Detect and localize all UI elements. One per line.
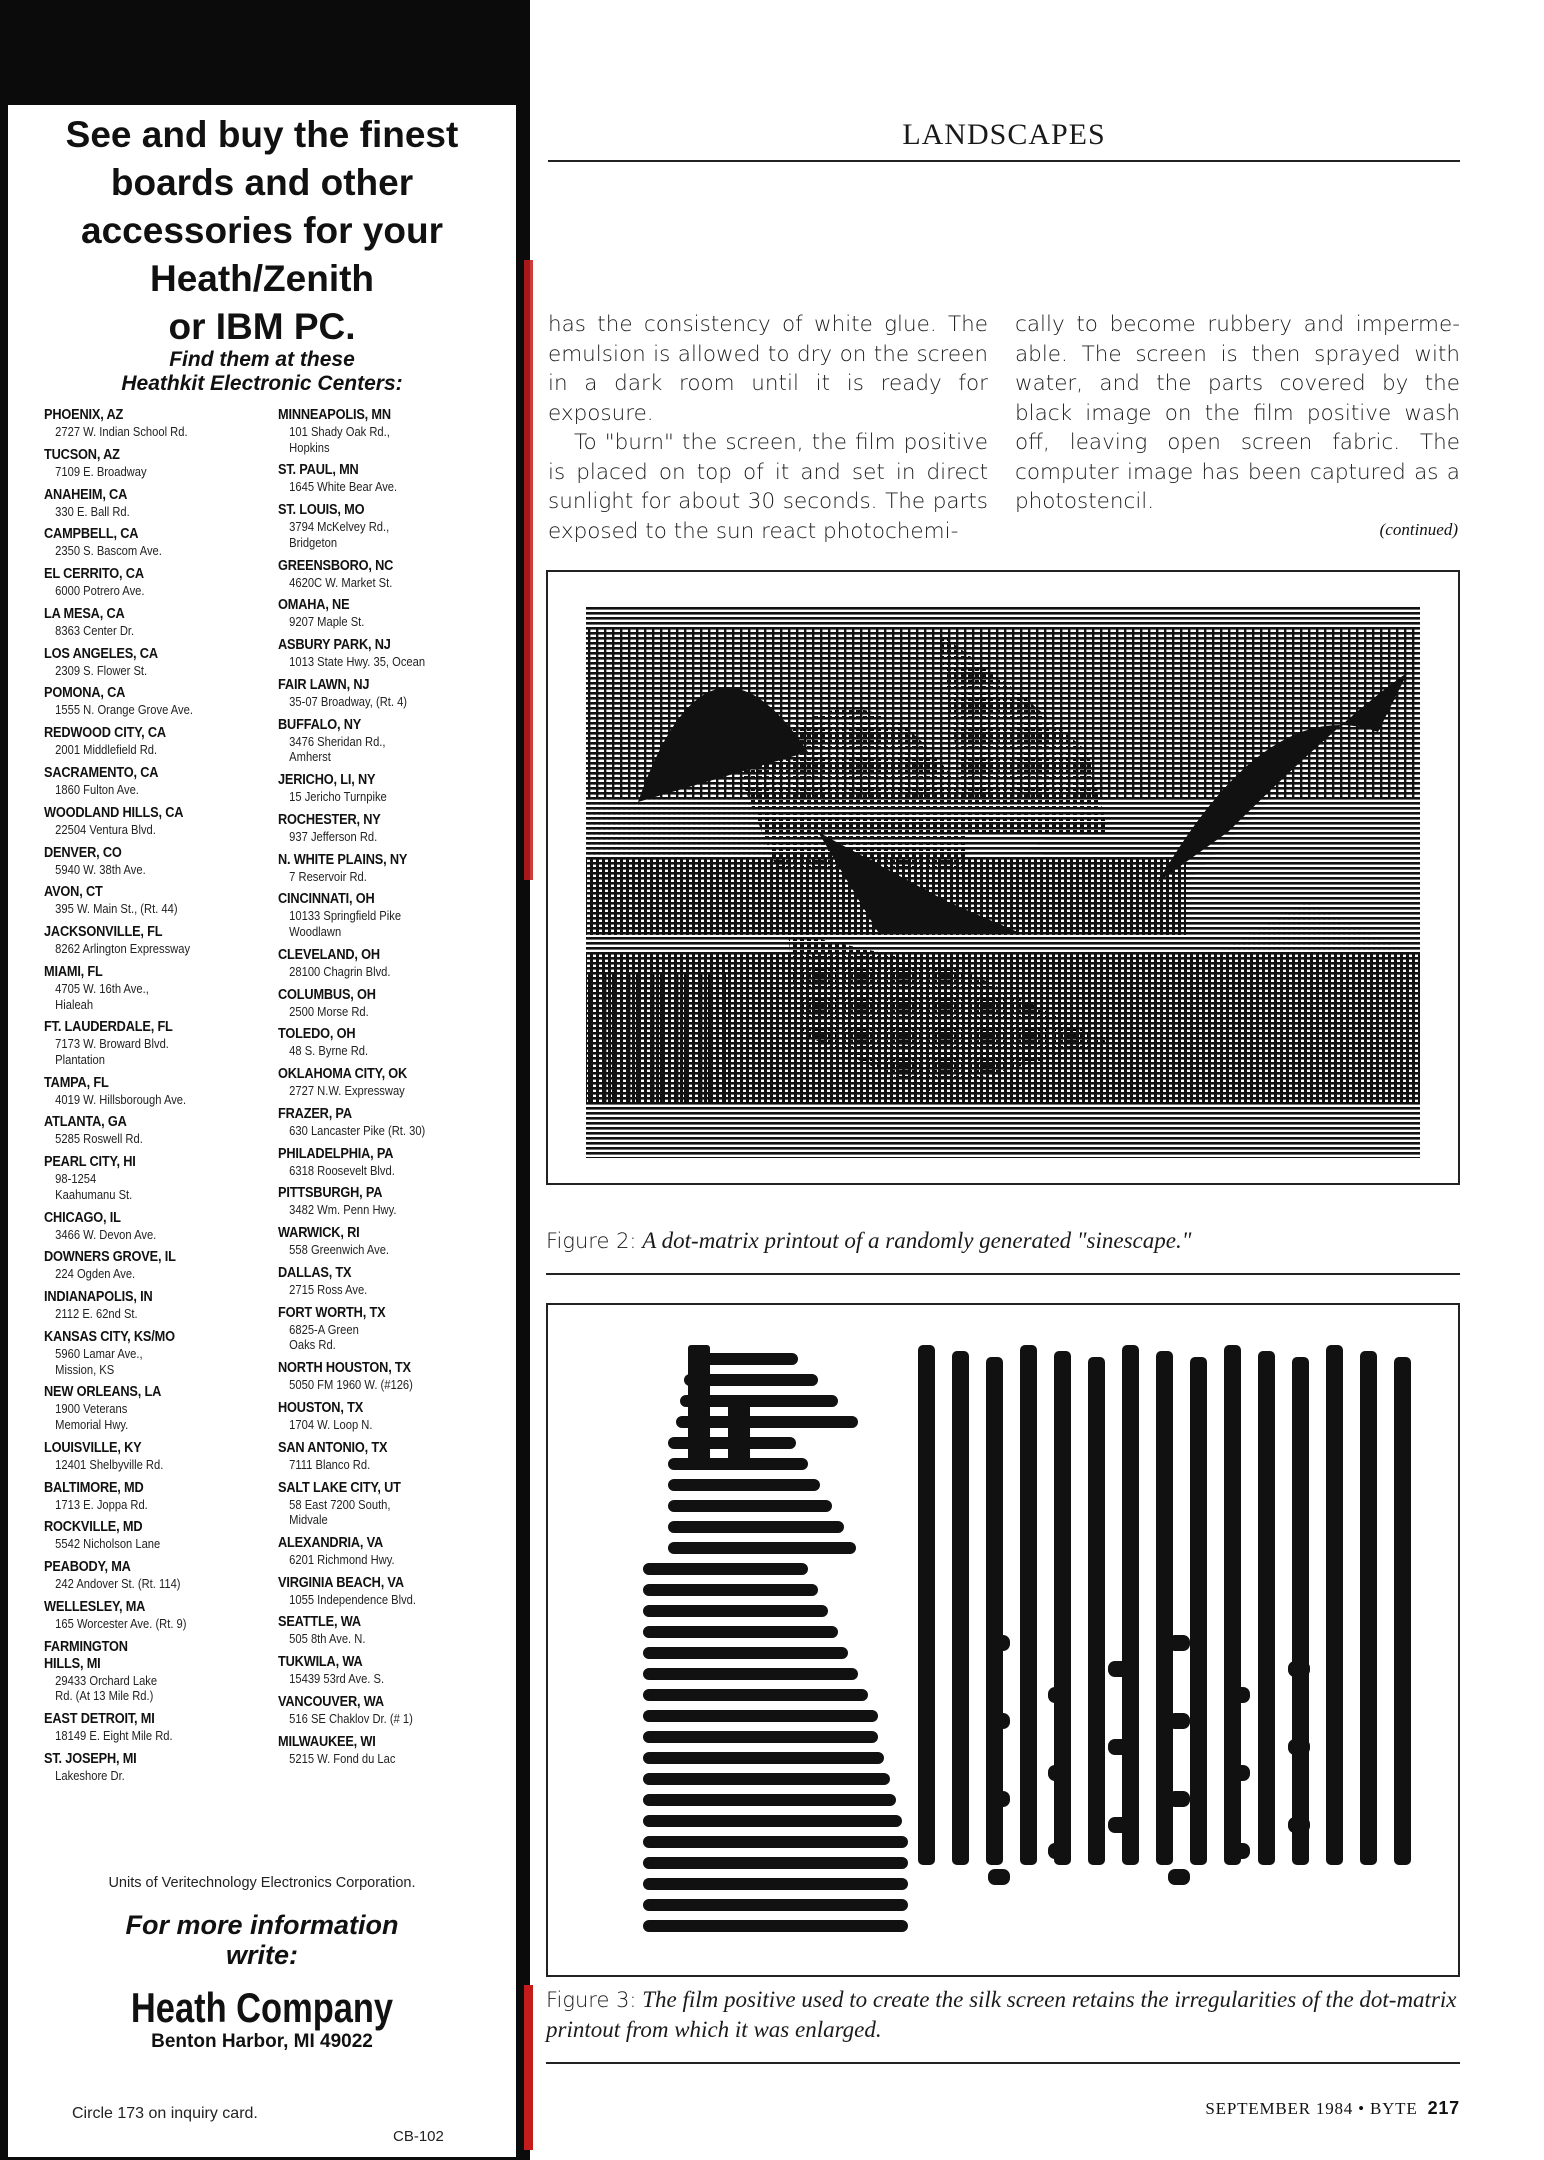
film-bar — [1048, 1843, 1070, 1859]
dealer-city: DALLAS, TX — [278, 1265, 352, 1281]
dealer-entry — [44, 924, 264, 957]
film-bar — [1168, 1713, 1190, 1729]
figure-2-caption-text: A dot-matrix printout of a randomly generated "sinescape." — [642, 1228, 1192, 1253]
dealer-address: 4019 W. Hillsborough Ave. — [55, 1091, 187, 1107]
dealer-address: 7173 W. Broward Blvd. Plantation — [55, 1036, 169, 1067]
dealer-city: EL CERRITO, CA — [44, 566, 144, 583]
dealer-entry — [278, 502, 498, 550]
caption-rule-bottom — [546, 2062, 1460, 2064]
dealer-city: SAN ANTONIO, TX — [278, 1439, 388, 1456]
dealer-address: 15439 53rd Ave. S. — [289, 1671, 385, 1687]
dealer-city: SEATTLE, WA — [278, 1614, 361, 1631]
ad-find-line: Heathkit Electronic Centers: — [121, 372, 403, 395]
film-bar — [1048, 1687, 1070, 1703]
dealer-entry — [44, 845, 264, 878]
film-bar — [643, 1920, 908, 1932]
film-bar — [688, 1345, 710, 1465]
dealer-address: 2727 W. Indian School Rd. — [55, 424, 188, 439]
dealer-address: 1055 Independence Blvd. — [289, 1591, 417, 1607]
red-accent-strip — [524, 1985, 533, 2150]
film-bar — [1054, 1351, 1071, 1865]
dealer-city: EAST DETROIT, MI — [44, 1711, 155, 1727]
dealer-city: VANCOUVER, WA — [278, 1694, 384, 1710]
dealer-entry — [44, 1711, 264, 1744]
dealer-city: TUKWILA, WA — [278, 1654, 363, 1671]
film-bar — [668, 1479, 820, 1491]
dealer-entry — [44, 566, 264, 599]
sinescape-printout — [548, 572, 1458, 1183]
dealer-list-left — [44, 407, 264, 1791]
dealer-city: LOS ANGELES, CA — [44, 645, 158, 662]
ad-headline-line: See and buy the finest — [65, 114, 459, 155]
figure-3-image — [546, 1303, 1460, 1977]
dealer-entry — [44, 1440, 264, 1473]
dealer-city: OMAHA, NE — [278, 597, 350, 614]
running-head: LANDSCAPES — [902, 118, 1106, 151]
dealer-city: PHOENIX, AZ — [44, 407, 124, 423]
dealer-address: 224 Ogden Ave. — [55, 1266, 136, 1282]
dealer-entry — [44, 1559, 264, 1592]
dotted-strip-bottom — [586, 1087, 1420, 1101]
article-paragraph: cally to become rubbery and imperme-able. The screen is then sprayed with water, and the parts covered by the black image on the film positive wash off, leaving open screen fabric. The computer image has been captured as a photostencil. — [1015, 312, 1460, 514]
film-bar — [1224, 1345, 1241, 1865]
ad-units-note: Units of Veritechnology Electronics Corporation. — [108, 1875, 416, 1891]
dealer-city: FAIR LAWN, NJ — [278, 676, 370, 693]
film-bar — [728, 1395, 750, 1465]
dealer-address: 6201 Richmond Hwy. — [289, 1551, 395, 1567]
ad-company-name: Heath Company — [130, 1984, 394, 2031]
dealer-city: ROCHESTER, NY — [278, 811, 381, 828]
dealer-address: 242 Andover St. (Rt. 114) — [55, 1576, 181, 1592]
red-accent-strip-upper — [524, 260, 533, 880]
dealer-entry — [278, 1654, 498, 1687]
dealer-city: ST. LOUIS, MO — [278, 502, 365, 519]
film-bar — [1122, 1345, 1139, 1865]
dealer-entry — [44, 884, 264, 917]
film-bar — [1292, 1357, 1309, 1865]
dealer-city: ASBURY PARK, NJ — [278, 637, 391, 654]
dealer-city: DOWNERS GROVE, IL — [44, 1249, 176, 1266]
dealer-city: MIAMI, FL — [44, 963, 103, 980]
continued-note: (continued) — [1379, 520, 1458, 539]
dealer-city: DENVER, CO — [44, 844, 122, 861]
dealer-entry — [278, 987, 498, 1020]
ad-more-info-line: For more information — [125, 1910, 399, 1940]
film-bar — [1048, 1765, 1070, 1781]
dealer-entry — [44, 685, 264, 718]
ad-headline — [8, 111, 516, 351]
dealer-entry — [278, 637, 498, 670]
page-number: 217 — [1427, 2098, 1460, 2118]
dealer-entry — [44, 1019, 264, 1067]
dealer-entry — [44, 487, 264, 520]
dealer-entry — [44, 765, 264, 798]
dealer-address: 7 Reservoir Rd. — [289, 868, 367, 884]
dealer-address: 1704 W. Loop N. — [289, 1416, 373, 1432]
dealer-address: 5960 Lamar Ave., Mission, KS — [55, 1345, 143, 1377]
dealer-entry — [44, 1599, 264, 1632]
dealer-city: PEARL CITY, HI — [44, 1154, 136, 1171]
film-bar — [1288, 1739, 1310, 1755]
film-bar — [1020, 1345, 1037, 1865]
page-footer — [1150, 2098, 1460, 2119]
dealer-city: CAMPBELL, CA — [44, 526, 139, 543]
dealer-address: 58 East 7200 South, Midvale — [289, 1496, 391, 1528]
dealer-address: 2350 S. Bascom Ave. — [55, 543, 162, 559]
dealer-entry — [44, 1210, 264, 1243]
dealer-entry — [278, 1305, 498, 1353]
dealer-address: 15 Jericho Turnpike — [289, 789, 387, 805]
dealer-entry — [278, 891, 498, 939]
ad-find-line: Find them at these — [169, 348, 355, 371]
dealer-city: ANAHEIM, CA — [44, 486, 128, 503]
dealer-address: 1013 State Hwy. 35, Ocean — [289, 654, 426, 670]
dealer-address: 1645 White Bear Ave. — [289, 479, 398, 495]
film-bar — [1288, 1817, 1310, 1833]
dealer-city: ROCKVILLE, MD — [44, 1519, 143, 1536]
dealer-city: TUCSON, AZ — [44, 446, 120, 463]
film-bar — [1258, 1351, 1275, 1865]
dealer-entry — [278, 1400, 498, 1433]
article-paragraph: To "burn" the screen, the film positive is placed on top of it and set in direct sunlight for about 30 seconds. The parts exposed to the sun react photochemi- — [548, 430, 988, 544]
dealer-entry — [278, 1360, 498, 1393]
film-bar — [643, 1815, 902, 1827]
dealer-address: 2112 E. 62nd St. — [55, 1306, 138, 1322]
dealer-city: SACRAMENTO, CA — [44, 765, 159, 782]
figure-2-image — [546, 570, 1460, 1185]
dealer-list-right — [278, 407, 498, 1774]
dealer-entry — [278, 1026, 498, 1059]
dealer-address: 5940 W. 38th Ave. — [55, 861, 146, 877]
dealer-city: WOODLAND HILLS, CA — [44, 804, 184, 821]
dealer-address: 1900 Veterans Memorial Hwy. — [55, 1401, 129, 1432]
dealer-entry — [278, 1106, 498, 1139]
figure-2-label: Figure 2: — [546, 1229, 637, 1253]
dealer-address: 937 Jefferson Rd. — [289, 828, 378, 844]
dealer-entry — [278, 1480, 498, 1528]
film-bar — [643, 1563, 808, 1575]
film-bar — [1088, 1357, 1105, 1865]
dealer-address: 7111 Blanco Rd. — [289, 1456, 371, 1472]
dealer-address: 5542 Nicholson Lane — [55, 1536, 161, 1552]
dealer-city: TOLEDO, OH — [278, 1026, 356, 1043]
dealer-entry — [44, 606, 264, 639]
dealer-entry — [278, 717, 498, 765]
dealer-address: 6000 Potrero Ave. — [55, 583, 145, 599]
dealer-address: 10133 Springfield Pike Woodlawn — [289, 908, 402, 939]
dealer-city: GREENSBORO, NC — [278, 557, 394, 574]
dealer-city: FORT WORTH, TX — [278, 1304, 386, 1321]
dealer-entry — [278, 812, 498, 845]
dealer-address: 1555 N. Orange Grove Ave. — [55, 702, 193, 718]
dealer-entry — [44, 805, 264, 838]
article-column-1 — [548, 310, 988, 546]
dealer-address: 505 8th Ave. N. — [289, 1631, 366, 1647]
dealer-address: 2500 Morse Rd. — [289, 1003, 369, 1019]
dealer-address: 558 Greenwich Ave. — [289, 1242, 390, 1258]
dealer-entry — [44, 1639, 264, 1704]
dealer-city: LOUISVILLE, KY — [44, 1439, 142, 1456]
ad-company-address: Benton Harbor, MI 49022 — [151, 2031, 373, 2052]
dealer-city: COLUMBUS, OH — [278, 986, 376, 1003]
film-bar — [988, 1791, 1010, 1807]
dealer-entry — [278, 852, 498, 885]
dealer-address: 35-07 Broadway, (Rt. 4) — [289, 693, 408, 709]
dealer-address: 9207 Maple St. — [289, 614, 365, 630]
film-bar — [1190, 1357, 1207, 1865]
ad-more-info-line: write: — [225, 1940, 298, 1970]
film-bar — [986, 1357, 1003, 1865]
dealer-entry — [278, 462, 498, 495]
dealer-entry — [278, 1440, 498, 1473]
dealer-entry — [44, 1384, 264, 1432]
dealer-entry — [278, 1185, 498, 1218]
dealer-city: WARWICK, RI — [278, 1225, 360, 1242]
dealer-city: MINNEAPOLIS, MN — [278, 407, 391, 423]
dealer-city: SALT LAKE CITY, UT — [278, 1479, 401, 1496]
film-bar — [643, 1584, 818, 1596]
dealer-address: 6318 Roosevelt Blvd. — [289, 1162, 395, 1178]
figure-3-caption-text: The film positive used to create the silk screen retains the irregularities of the dot-matrix printout from which it was enlarged. — [546, 1987, 1457, 2042]
dealer-address: 516 SE Chaklov Dr. (# 1) — [289, 1711, 413, 1726]
dealer-address: 330 E. Ball Rd. — [55, 503, 130, 519]
dealer-address: 8363 Center Dr. — [55, 622, 135, 638]
film-bar — [643, 1878, 908, 1890]
dealer-entry — [278, 677, 498, 710]
dealer-entry — [278, 1146, 498, 1179]
dealer-address: 3476 Sheridan Rd., Amherst — [289, 733, 386, 765]
dealer-entry — [278, 1265, 498, 1298]
film-bar — [1108, 1817, 1130, 1833]
dealer-city: CHICAGO, IL — [44, 1209, 121, 1226]
dealer-entry — [278, 1694, 498, 1727]
dealer-city: REDWOOD CITY, CA — [44, 725, 166, 742]
dealer-entry — [44, 407, 264, 440]
ad-inquiry-note: Circle 173 on inquiry card. — [72, 2105, 258, 2122]
film-bar — [988, 1869, 1010, 1885]
dealer-city: HOUSTON, TX — [278, 1399, 364, 1416]
film-bar — [1228, 1765, 1250, 1781]
dealer-address: 6825-A Green Oaks Rd. — [289, 1321, 359, 1353]
dealer-address: 48 S. Byrne Rd. — [289, 1043, 369, 1059]
film-bar — [988, 1635, 1010, 1651]
film-bar — [1168, 1635, 1190, 1651]
film-bar — [643, 1689, 868, 1701]
dealer-address: 7109 E. Broadway — [55, 463, 147, 479]
dealer-city: FARMINGTON HILLS, MI — [44, 1638, 128, 1672]
dealer-address: 28100 Chagrin Blvd. — [289, 963, 391, 979]
film-bar — [1288, 1661, 1310, 1677]
dealer-city: LA MESA, CA — [44, 605, 125, 622]
film-bar — [643, 1605, 828, 1617]
dealer-address: 98-1254 Kaahumanu St. — [55, 1171, 133, 1202]
dealer-city: INDIANAPOLIS, IN — [44, 1289, 153, 1306]
dealer-city: ALEXANDRIA, VA — [278, 1534, 384, 1551]
film-bar — [1360, 1351, 1377, 1865]
dealer-entry — [44, 1114, 264, 1147]
figure-3-caption — [546, 1985, 1460, 2044]
film-bar — [668, 1521, 844, 1533]
dealer-entry — [44, 964, 264, 1012]
ad-headline-line: accessories for your — [81, 210, 443, 251]
dealer-address: 5050 FM 1960 W. (#126) — [289, 1377, 413, 1393]
dealer-city: VIRGINIA BEACH, VA — [278, 1574, 404, 1591]
dealer-address: 101 Shady Oak Rd., Hopkins — [289, 424, 390, 455]
article-paragraph: has the consistency of white glue. The emulsion is allowed to dry on the screen in a dark room until it is ready for exposure. — [548, 312, 988, 426]
dealer-city: FT. LAUDERDALE, FL — [44, 1019, 173, 1036]
dealer-entry — [278, 1734, 498, 1767]
film-bar — [918, 1345, 935, 1865]
film-bar — [643, 1836, 908, 1848]
dealer-city: WELLESLEY, MA — [44, 1598, 146, 1615]
dealer-city: JACKSONVILLE, FL — [44, 924, 163, 941]
dealer-address: 3466 W. Devon Ave. — [55, 1226, 157, 1242]
film-bar — [643, 1647, 848, 1659]
film-bar — [1108, 1661, 1130, 1677]
dealer-address: 3794 McKelvey Rd., Bridgeton — [289, 519, 390, 550]
figure-2-caption — [546, 1226, 1460, 1256]
film-positive-image — [548, 1305, 1458, 1975]
dealer-entry — [278, 407, 498, 455]
dealer-entry — [44, 1480, 264, 1513]
dealer-city: ATLANTA, GA — [44, 1114, 127, 1131]
dealer-address: 1713 E. Joppa Rd. — [55, 1496, 148, 1512]
footer-issue: SEPTEMBER 1984 • BYTE — [1205, 2099, 1418, 2118]
dealer-city: PITTSBURGH, PA — [278, 1185, 383, 1202]
film-bar — [643, 1899, 908, 1911]
dealer-city: N. WHITE PLAINS, NY — [278, 851, 408, 868]
film-bar — [643, 1773, 890, 1785]
dealer-city: CINCINNATI, OH — [278, 891, 375, 908]
caption-rule — [546, 1273, 1460, 1275]
dealer-address: 2309 S. Flower St. — [55, 662, 148, 678]
dealer-city: MILWAUKEE, WI — [278, 1733, 376, 1750]
film-bar — [1168, 1791, 1190, 1807]
dealer-city: BALTIMORE, MD — [44, 1479, 144, 1496]
dealer-entry — [44, 1289, 264, 1322]
dealer-entry — [44, 526, 264, 559]
dealer-address: 18149 E. Eight Mile Rd. — [55, 1728, 173, 1743]
dealer-entry — [44, 1154, 264, 1202]
dealer-entry — [44, 646, 264, 679]
dealer-address: 2001 Middlefield Rd. — [55, 742, 158, 758]
dealer-entry — [44, 1519, 264, 1552]
film-bar — [1108, 1739, 1130, 1755]
dealer-city: POMONA, CA — [44, 685, 126, 702]
dealer-entry — [44, 1329, 264, 1377]
dealer-city: TAMPA, FL — [44, 1074, 109, 1091]
advertisement-frame — [0, 0, 530, 2160]
dealer-city: BUFFALO, NY — [278, 716, 362, 733]
dealer-address: 4705 W. 16th Ave., Hialeah — [55, 980, 149, 1012]
dealer-entry — [278, 1575, 498, 1608]
film-bar — [1394, 1357, 1411, 1865]
film-bar — [1228, 1843, 1250, 1859]
ad-headline-line: Heath/Zenith — [149, 258, 375, 299]
dealer-entry — [278, 947, 498, 980]
figure-3-label: Figure 3: — [546, 1988, 637, 2012]
dealer-address: 2715 Ross Ave. — [289, 1282, 368, 1297]
ad-find-text — [8, 348, 516, 396]
dealer-entry — [278, 1066, 498, 1099]
film-bar — [643, 1710, 878, 1722]
film-bar — [643, 1752, 884, 1764]
dealer-entry — [44, 1751, 264, 1784]
ad-headline-line: or IBM PC. — [168, 306, 356, 347]
dealer-address: 3482 Wm. Penn Hwy. — [289, 1202, 397, 1218]
dealer-city: FRAZER, PA — [278, 1105, 352, 1122]
dealer-entry — [278, 1614, 498, 1647]
advertisement-panel — [8, 105, 516, 2157]
dealer-address: 22504 Ventura Blvd. — [55, 821, 156, 837]
dealer-city: PHILADELPHIA, PA — [278, 1145, 394, 1162]
film-bar — [668, 1500, 832, 1512]
ad-headline-line: boards and other — [110, 162, 414, 203]
film-bar — [668, 1542, 856, 1554]
dealer-address: Lakeshore Dr. — [55, 1767, 125, 1783]
dealer-address: 12401 Shelbyville Rd. — [55, 1456, 164, 1472]
dealer-city: OKLAHOMA CITY, OK — [278, 1066, 408, 1083]
film-bar — [1168, 1869, 1190, 1885]
dealer-entry — [44, 1075, 264, 1108]
film-bar — [643, 1794, 896, 1806]
dealer-address: 630 Lancaster Pike (Rt. 30) — [289, 1122, 426, 1138]
film-bar — [952, 1351, 969, 1865]
dealer-entry — [278, 1535, 498, 1568]
dealer-city: ST. PAUL, MN — [278, 462, 359, 479]
dealer-address: 4620C W. Market St. — [289, 574, 393, 590]
dealer-entry — [44, 1249, 264, 1282]
dealer-address: 1860 Fulton Ave. — [55, 782, 139, 798]
film-bar — [1156, 1351, 1173, 1865]
dealer-address: 8262 Arlington Expressway — [55, 941, 191, 957]
dealer-address: 5215 W. Fond du Lac — [289, 1750, 396, 1766]
header-rule — [548, 160, 1460, 162]
dealer-city: NEW ORLEANS, LA — [44, 1384, 162, 1401]
dealer-entry — [278, 772, 498, 805]
film-bar — [643, 1626, 838, 1638]
film-bar — [988, 1713, 1010, 1729]
dealer-city: ST. JOSEPH, MI — [44, 1750, 137, 1767]
dealer-city: AVON, CT — [44, 884, 103, 901]
ad-code: CB-102 — [393, 2128, 444, 2145]
film-bar — [1228, 1687, 1250, 1703]
article-column-2 — [1015, 310, 1460, 517]
ad-more-info — [8, 1910, 516, 1970]
film-bar — [643, 1668, 858, 1680]
dealer-city: PEABODY, MA — [44, 1559, 131, 1576]
dealer-city: JERICHO, LI, NY — [278, 772, 376, 789]
dealer-address: 2727 N.W. Expressway — [289, 1083, 405, 1099]
film-bar — [1326, 1345, 1343, 1865]
dealer-address: 165 Worcester Ave. (Rt. 9) — [55, 1615, 187, 1631]
thin-lines-left — [586, 972, 726, 1102]
dealer-city: NORTH HOUSTON, TX — [278, 1360, 411, 1377]
dealer-address: 395 W. Main St., (Rt. 44) — [55, 901, 178, 917]
dealer-entry — [44, 725, 264, 758]
film-bar — [643, 1857, 908, 1869]
dealer-address: 29433 Orchard Lake Rd. (At 13 Mile Rd.) — [55, 1672, 158, 1704]
dealer-city: KANSAS CITY, KS/MO — [44, 1328, 175, 1345]
dealer-entry — [278, 1225, 498, 1258]
dealer-entry — [44, 447, 264, 480]
dealer-address: 5285 Roswell Rd. — [55, 1131, 143, 1147]
film-bar — [643, 1731, 878, 1743]
dealer-city: CLEVELAND, OH — [278, 946, 380, 963]
dealer-entry — [278, 597, 498, 630]
dealer-entry — [278, 558, 498, 591]
